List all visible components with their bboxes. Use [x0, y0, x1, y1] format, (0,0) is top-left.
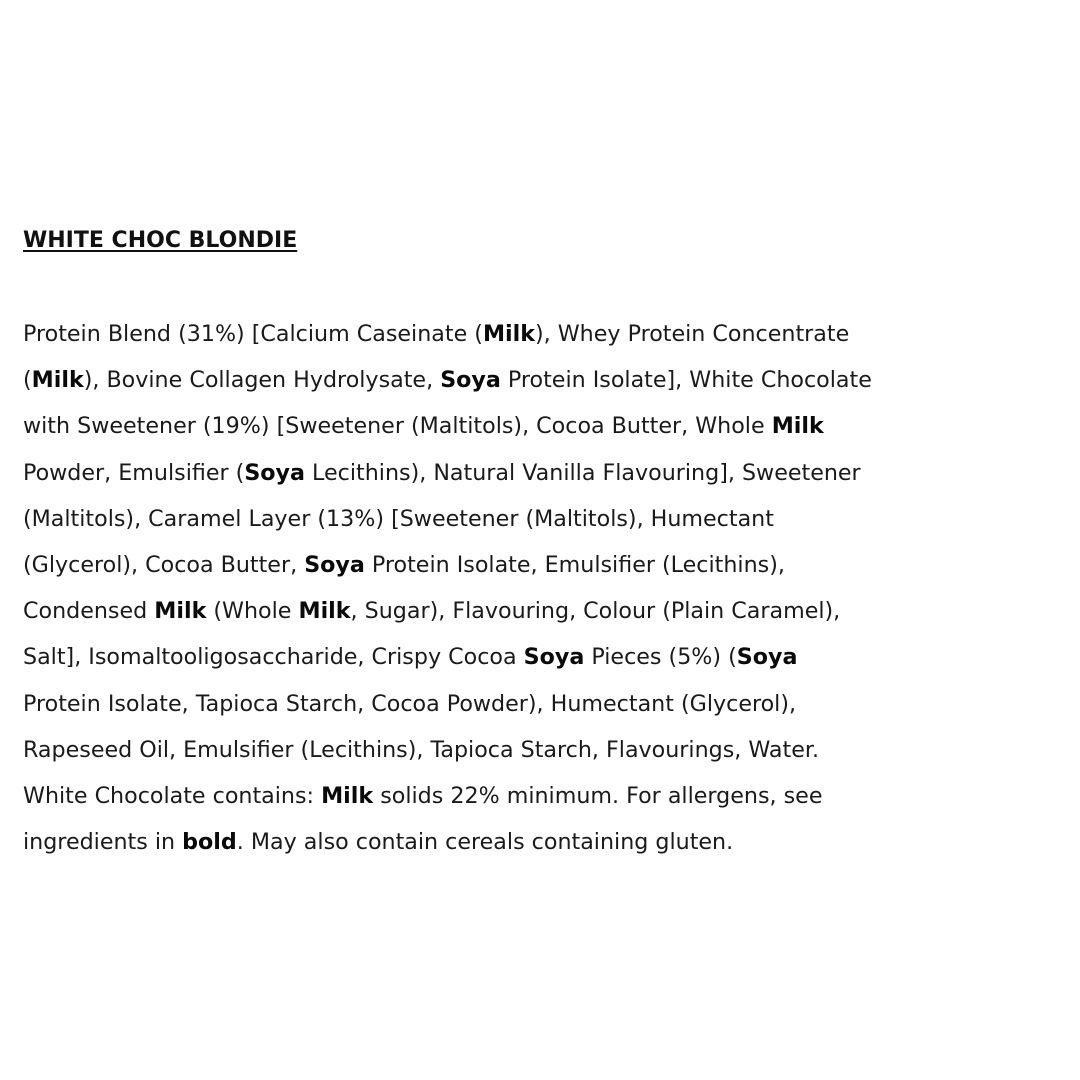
allergen-highlight: bold	[182, 829, 237, 856]
ingredient-text: (Whole	[206, 598, 299, 625]
ingredients-line	[23, 403, 1063, 449]
ingredient-text: Condensed	[23, 598, 155, 625]
ingredients-line	[23, 588, 1063, 634]
ingredient-text: ), Bovine Collagen Hydrolysate,	[83, 367, 441, 394]
ingredients-line	[23, 773, 1063, 819]
ingredient-text: Protein Isolate, Tapioca Starch, Cocoa Powder), Humectant (Glycerol),	[23, 690, 797, 717]
ingredients-line	[23, 311, 1063, 357]
ingredients-line	[23, 681, 1063, 727]
ingredient-text: Protein Isolate], White Chocolate	[500, 367, 872, 394]
ingredient-text: Pieces (5%) (	[584, 644, 737, 671]
ingredients-line	[23, 542, 1063, 588]
ingredient-text: (Glycerol), Cocoa Butter,	[23, 552, 305, 579]
ingredient-text: Powder, Emulsifier (	[23, 459, 245, 486]
ingredient-text: ingredients in	[23, 829, 183, 856]
ingredients-line	[23, 634, 1063, 680]
ingredients-line	[23, 357, 1063, 403]
allergen-highlight: Milk	[298, 598, 351, 625]
ingredients-line	[23, 727, 1063, 773]
allergen-highlight: Milk	[482, 321, 535, 347]
product-title: WHITE CHOC BLONDIE	[23, 228, 298, 253]
ingredients-line	[23, 496, 1063, 542]
allergen-highlight: Milk	[154, 598, 207, 625]
ingredient-text: White Chocolate contains:	[23, 783, 322, 810]
ingredient-text: Lecithins), Natural Vanilla Flavouring], Sweetener	[304, 459, 861, 486]
ingredient-text: Salt], Isomaltooligosaccharide, Crispy Cocoa	[23, 644, 524, 671]
ingredients-line	[23, 450, 1063, 496]
ingredient-text: (Maltitols), Caramel Layer (13%) [Sweetener (Maltitols), Humectant	[23, 505, 774, 532]
ingredient-text: Protein Blend (31%) [Calcium Caseinate (	[23, 321, 483, 347]
ingredient-text: ), Whey Protein Concentrate	[534, 321, 850, 347]
ingredient-text: , Sugar), Flavouring, Colour (Plain Caramel),	[350, 598, 841, 625]
ingredient-text: with Sweetener (19%) [Sweetener (Maltitols), Cocoa Butter, Whole	[23, 413, 772, 440]
allergen-highlight: Soya	[244, 459, 305, 486]
ingredients-line	[23, 819, 1063, 865]
allergen-highlight: Milk	[771, 413, 824, 440]
ingredient-text: Protein Isolate, Emulsifier (Lecithins),	[364, 552, 785, 579]
allergen-highlight: Soya	[523, 644, 585, 671]
ingredients-text	[23, 311, 1063, 865]
ingredient-text: Rapeseed Oil, Emulsifier (Lecithins), Tapioca Starch, Flavourings, Water.	[23, 736, 820, 763]
ingredient-text: (	[23, 367, 32, 394]
allergen-highlight: Milk	[321, 783, 374, 810]
ingredient-text: solids 22% minimum. For allergens, see	[373, 783, 823, 810]
ingredient-text: . May also contain cereals containing gluten.	[236, 829, 734, 856]
allergen-highlight: Soya	[736, 644, 798, 671]
allergen-highlight: Soya	[440, 367, 501, 394]
allergen-highlight: Soya	[304, 552, 365, 579]
allergen-highlight: Milk	[31, 367, 84, 394]
